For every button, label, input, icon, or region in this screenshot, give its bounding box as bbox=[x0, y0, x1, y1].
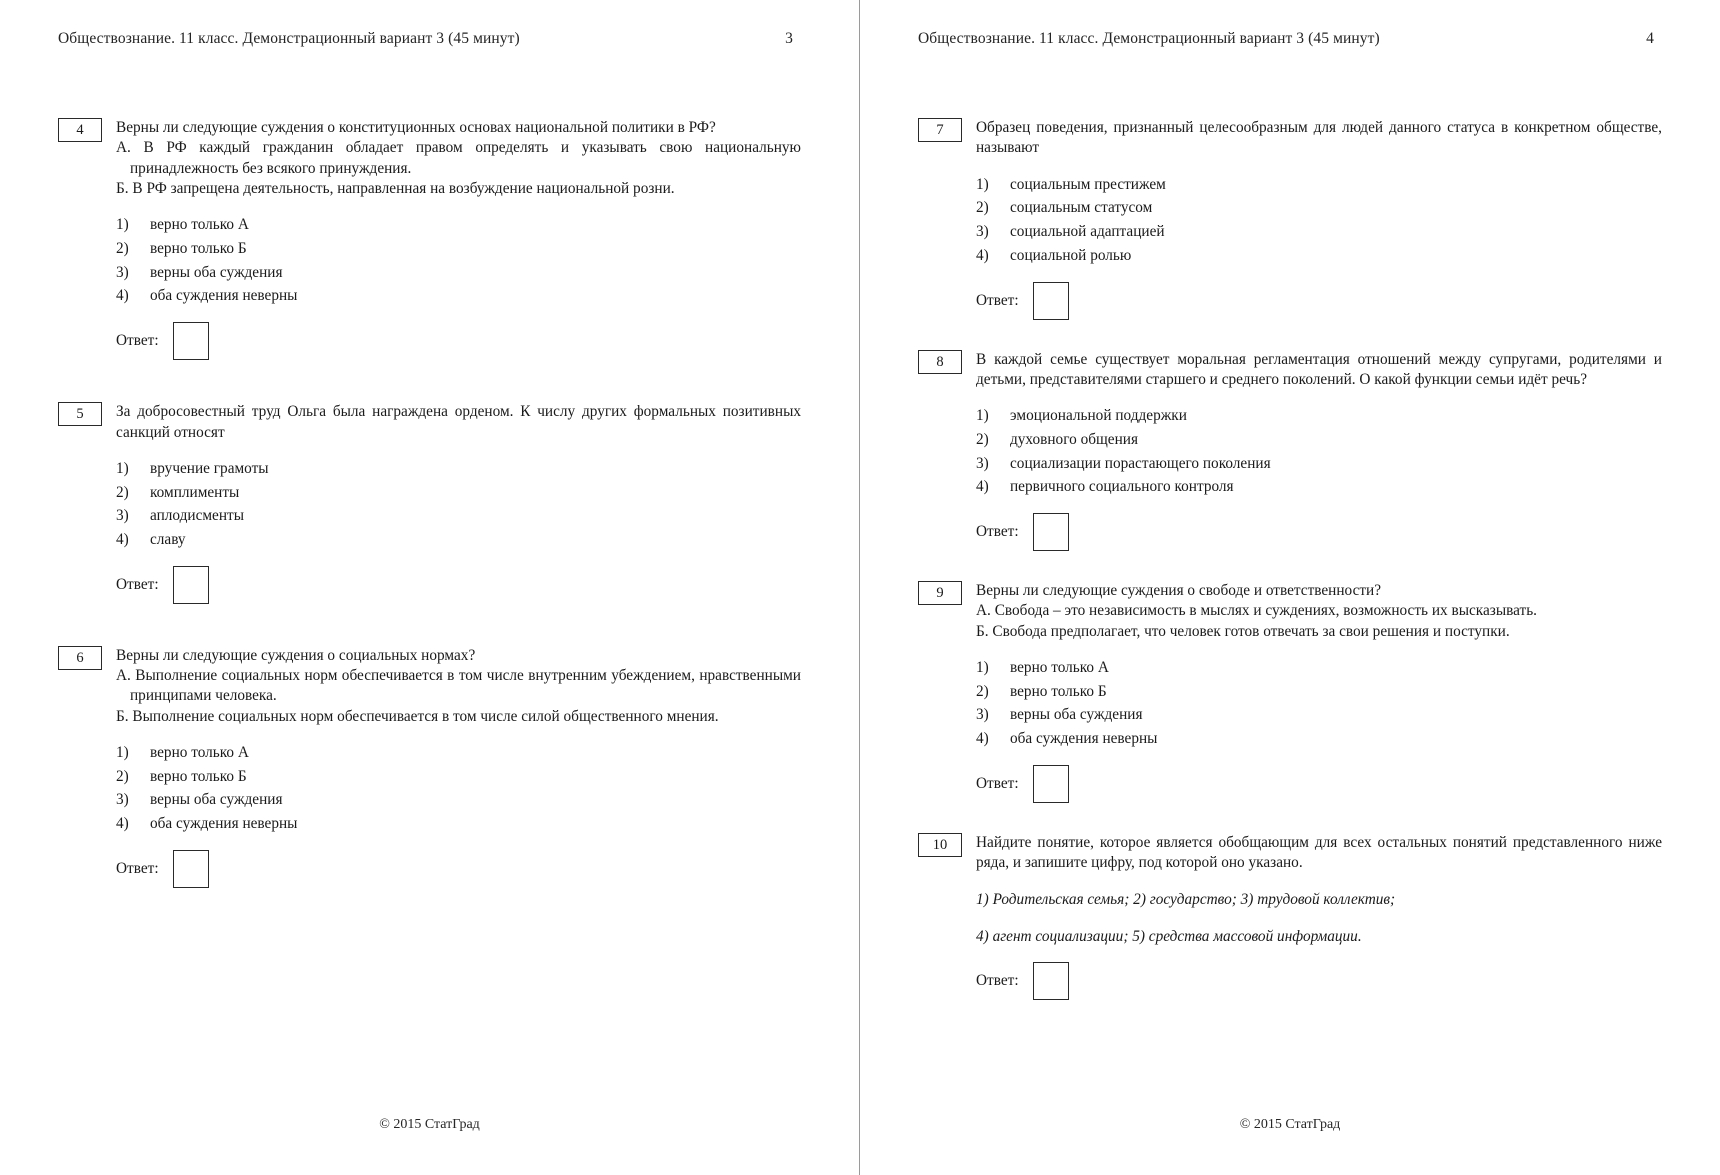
answer-label: Ответ: bbox=[116, 332, 159, 350]
question-text: В каждой семье существует моральная регламентация отношений между супругами, родителями и детьми, представителями старшего и среднего поколений. О какой функции семьи идёт речь? bbox=[976, 350, 1662, 388]
task-number-box: 10 bbox=[918, 833, 962, 857]
option-item[interactable] bbox=[116, 481, 801, 505]
page-content-right bbox=[918, 118, 1662, 1000]
options-list bbox=[976, 404, 1662, 499]
task-body bbox=[116, 402, 801, 604]
option-item[interactable] bbox=[116, 457, 801, 481]
task-6 bbox=[58, 646, 801, 888]
options-list bbox=[116, 457, 801, 552]
option-number: 2) bbox=[976, 199, 989, 217]
option-label: социальным престижем bbox=[1010, 175, 1166, 193]
task-body bbox=[976, 118, 1662, 320]
question-text: Верны ли следующие суждения о свободе и ответственности? bbox=[976, 582, 1382, 599]
option-number: 4) bbox=[116, 815, 129, 833]
option-item[interactable] bbox=[116, 788, 801, 812]
option-item[interactable] bbox=[116, 284, 801, 308]
option-label: аплодисменты bbox=[150, 507, 244, 525]
option-number: 1) bbox=[976, 659, 989, 677]
question-statement-a: А. В РФ каждый гражданин обладает правом определять и указывать свою национальную принадлежность без всякого принуждения. bbox=[116, 139, 801, 177]
option-number: 1) bbox=[116, 216, 129, 234]
option-label: оба суждения неверны bbox=[150, 287, 298, 305]
option-item[interactable] bbox=[976, 656, 1662, 680]
option-label: оба суждения неверны bbox=[1010, 730, 1158, 748]
option-item[interactable] bbox=[976, 475, 1662, 499]
task-number-box: 6 bbox=[58, 646, 102, 670]
option-label: эмоциональной поддержки bbox=[1010, 407, 1187, 425]
option-label: первичного социального контроля bbox=[1010, 478, 1234, 496]
option-item[interactable] bbox=[116, 741, 801, 765]
answer-label: Ответ: bbox=[976, 523, 1019, 540]
option-number: 3) bbox=[116, 507, 129, 525]
question-statement-b: Б. Свобода предполагает, что человек готов отвечать за свои решения и поступки. bbox=[976, 622, 1510, 640]
option-number: 1) bbox=[976, 175, 989, 193]
option-item[interactable] bbox=[976, 703, 1662, 727]
inline-options-line-1: 1) Родительская семья; 2) государство; 3) трудовой коллектив; bbox=[976, 890, 1396, 908]
options-list bbox=[976, 173, 1662, 268]
option-number: 3) bbox=[976, 706, 989, 724]
option-label: социализации порастающего поколения bbox=[1010, 454, 1271, 472]
page-header-left bbox=[58, 30, 801, 48]
option-item[interactable] bbox=[116, 213, 801, 237]
answer-row bbox=[976, 962, 1662, 1000]
option-number: 3) bbox=[116, 791, 129, 809]
question-text: Верны ли следующие суждения о конституционных основах национальной политики в РФ? bbox=[116, 119, 716, 136]
option-item[interactable] bbox=[116, 261, 801, 285]
option-item[interactable] bbox=[116, 812, 801, 836]
task-9 bbox=[918, 581, 1662, 803]
option-number: 1) bbox=[116, 744, 129, 762]
page-number: 3 bbox=[785, 30, 793, 47]
option-item[interactable] bbox=[976, 244, 1662, 268]
task-number-box: 5 bbox=[58, 402, 102, 426]
answer-row bbox=[116, 322, 801, 360]
page-right bbox=[860, 0, 1720, 1175]
options-list bbox=[116, 213, 801, 308]
task-body bbox=[976, 833, 1662, 1000]
answer-row bbox=[116, 850, 801, 888]
task-body bbox=[116, 118, 801, 360]
answer-input-box[interactable] bbox=[173, 850, 209, 888]
page-footer: © 2015 СтатГрад bbox=[1239, 1117, 1341, 1132]
answer-input-box[interactable] bbox=[173, 566, 209, 604]
task-number-box: 7 bbox=[918, 118, 962, 142]
answer-label: Ответ: bbox=[116, 859, 159, 877]
option-number: 4) bbox=[976, 478, 989, 496]
option-label: верно только Б bbox=[150, 767, 247, 785]
page-number: 4 bbox=[1646, 30, 1654, 47]
question-text: Найдите понятие, которое является обобщающим для всех остальных понятий представленного ниже ряда, и запишите цифру, под которой оно указано. bbox=[976, 833, 1662, 872]
answer-row bbox=[116, 566, 801, 604]
options-list bbox=[976, 656, 1662, 751]
answer-input-box[interactable] bbox=[1033, 765, 1069, 803]
answer-input-box[interactable] bbox=[1033, 962, 1069, 1000]
answer-input-box[interactable] bbox=[1033, 282, 1069, 320]
option-item[interactable] bbox=[976, 404, 1662, 428]
question-statement-b: Б. В РФ запрещена деятельность, направленная на возбуждение национальной розни. bbox=[116, 180, 675, 198]
option-label: социальной ролью bbox=[1010, 246, 1132, 264]
option-number: 2) bbox=[116, 767, 129, 785]
option-label: верно только А bbox=[150, 216, 249, 234]
answer-label: Ответ: bbox=[116, 575, 159, 593]
option-label: социальным статусом bbox=[1010, 199, 1153, 217]
answer-label: Ответ: bbox=[976, 291, 1019, 309]
option-number: 4) bbox=[116, 287, 129, 305]
question-statement-b: Б. Выполнение социальных норм обеспечивается в том числе силой общественного мнения. bbox=[116, 707, 719, 725]
option-number: 2) bbox=[116, 240, 129, 258]
task-8 bbox=[918, 350, 1662, 552]
option-label: верно только А bbox=[150, 744, 249, 762]
option-number: 3) bbox=[116, 263, 129, 281]
option-label: верно только А bbox=[1010, 659, 1109, 677]
option-label: верно только Б bbox=[150, 240, 247, 258]
task-body bbox=[976, 350, 1662, 552]
question-statement-a: А. Выполнение социальных норм обеспечивается в том числе внутренним убеждением, нравственными принципами человека. bbox=[116, 667, 801, 705]
answer-row bbox=[976, 765, 1662, 803]
option-label: верно только Б bbox=[1010, 682, 1107, 700]
answer-row bbox=[976, 282, 1662, 320]
option-number: 4) bbox=[116, 530, 129, 548]
option-number: 4) bbox=[976, 730, 989, 748]
option-item[interactable] bbox=[976, 452, 1662, 476]
option-label: верны оба суждения bbox=[150, 791, 283, 809]
answer-input-box[interactable] bbox=[173, 322, 209, 360]
page-footer: © 2015 СтатГрад bbox=[379, 1117, 480, 1132]
option-item[interactable] bbox=[976, 173, 1662, 197]
option-label: славу bbox=[150, 530, 186, 548]
option-item[interactable] bbox=[976, 727, 1662, 751]
option-item[interactable] bbox=[116, 237, 801, 261]
question-statement-a: А. Свобода – это независимость в мыслях и суждениях, возможность их высказывать. bbox=[976, 602, 1537, 620]
option-number: 3) bbox=[976, 454, 989, 472]
question-text: Образец поведения, признанный целесообразным для людей данного статуса в конкретном обществе, называют bbox=[976, 119, 1662, 157]
task-number-box: 4 bbox=[58, 118, 102, 142]
task-5 bbox=[58, 402, 801, 604]
question-text: За добросовестный труд Ольга была награждена орденом. К числу других формальных позитивных санкций относят bbox=[116, 403, 801, 441]
option-item[interactable] bbox=[976, 220, 1662, 244]
answer-input-box[interactable] bbox=[1033, 513, 1069, 551]
task-4 bbox=[58, 118, 801, 360]
option-number: 2) bbox=[116, 483, 129, 501]
option-number: 1) bbox=[976, 407, 989, 425]
options-list bbox=[116, 741, 801, 836]
option-item[interactable] bbox=[976, 428, 1662, 452]
task-7 bbox=[918, 118, 1662, 320]
answer-row bbox=[976, 513, 1662, 551]
answer-label: Ответ: bbox=[976, 972, 1019, 990]
task-number-box: 9 bbox=[918, 581, 962, 605]
option-label: комплименты bbox=[150, 483, 240, 501]
question-text: Верны ли следующие суждения о социальных нормах? bbox=[116, 646, 476, 664]
option-number: 2) bbox=[976, 430, 989, 448]
option-label: социальной адаптацией bbox=[1010, 223, 1165, 241]
option-item[interactable] bbox=[116, 504, 801, 528]
header-title: Обществознание. 11 класс. Демонстрационный вариант 3 (45 минут) bbox=[918, 30, 1380, 47]
task-body bbox=[116, 646, 801, 888]
answer-label: Ответ: bbox=[976, 774, 1019, 792]
option-label: духовного общения bbox=[1010, 430, 1138, 448]
header-title: Обществознание. 11 класс. Демонстрационный вариант 3 (45 минут) bbox=[58, 30, 520, 47]
page-content-left bbox=[58, 118, 801, 888]
option-item[interactable] bbox=[976, 680, 1662, 704]
option-label: вручение грамоты bbox=[150, 459, 269, 477]
option-number: 2) bbox=[976, 682, 989, 700]
page-header-right bbox=[918, 30, 1662, 48]
option-number: 1) bbox=[116, 459, 129, 477]
option-number: 4) bbox=[976, 246, 989, 264]
inline-options-line-2: 4) агент социализации; 5) средства массовой информации. bbox=[976, 927, 1362, 945]
option-item[interactable] bbox=[976, 196, 1662, 220]
task-10 bbox=[918, 833, 1662, 1000]
option-number: 3) bbox=[976, 223, 989, 241]
option-label: верны оба суждения bbox=[1010, 706, 1143, 724]
option-label: оба суждения неверны bbox=[150, 815, 298, 833]
task-body bbox=[976, 581, 1662, 803]
option-item[interactable] bbox=[116, 528, 801, 552]
option-item[interactable] bbox=[116, 765, 801, 789]
option-label: верны оба суждения bbox=[150, 263, 283, 281]
task-number-box: 8 bbox=[918, 350, 962, 374]
